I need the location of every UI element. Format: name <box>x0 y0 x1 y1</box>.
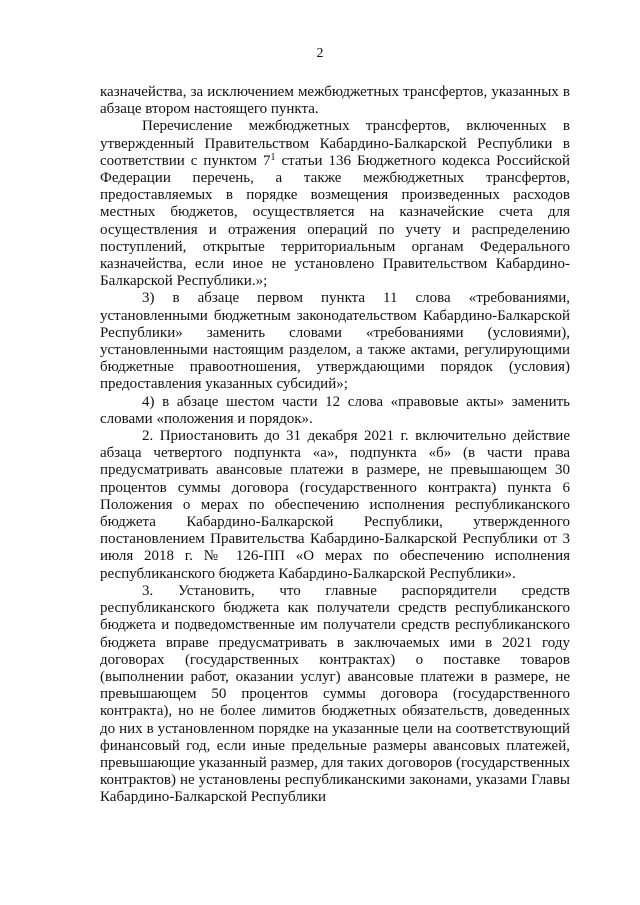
page-number: 2 <box>316 46 324 61</box>
paragraph-transfers-text-start: Перечисление межбюджетных трансфертов, включенных в утвержденный Правительством Кабардино-Балкарской Республики в соответствии с пунктом 7 <box>100 118 570 169</box>
paragraph-section-2: 2. Приостановить до 31 декабря 2021 г. включительно действие абзаца четвертого подпункта «а», подпункта «б» (в части права предусматривать авансовые платежи в размере, не превышающем 30 процентов суммы договора (государственного контракта) пункта 6 Положения о мерах по обеспечению исполнения республиканского бюджета Кабардино-Балкарской Республики, утвержденного постановлением Правительства Кабардино-Балкарской Республики от 3 июля 2018 г. № 126-ПП «О мерах по обеспечению исполнения республиканского бюджета Кабардино-Балкарской Республики». <box>100 428 570 582</box>
paragraph-section-3: 3. Установить, что главные распорядители средств республиканского бюджета как получатели средств республиканского бюджета и подведомственные им получатели средств республиканского бюджета вправе предусматривать в заключаемых ими в 2021 году договорах (государственных контрактах) о поставке товаров (выполнении работ, оказании услуг) авансовые платежи в размере, не превышающем 50 процентов суммы договора (государственного контракта), но не более лимитов бюджетных обязательств, доведенных до них в установленном порядке на указанные цели на соответствующий финансовый год, если иные предельные размеры авансовых платежей, превышающие указанный размер, для таких договоров (государственных контрактов) не установлены республиканскими законами, указами Главы Кабардино-Балкарской Республики <box>100 582 570 806</box>
superscript-index: 1 <box>270 151 276 163</box>
paragraph-transfers-text-end: статьи 136 Бюджетного кодекса Российской Федерации перечень, а также межбюджетных трансфертов, предоставляемых в порядке возмещения произведенных расходов местных бюджетов, осуществляется на казначейские счета для осуществления и отражения операций по учету и распределению поступлений, открытые территориальным органам Федерального казначейства, если иное не установлено Правительством Кабардино-Балкарской Республики.»; <box>100 152 571 290</box>
paragraph-item-4: 4) в абзаце шестом части 12 слова «правовые акты» заменить словами «положения и порядок». <box>100 393 570 427</box>
paragraph-continuation: казначейства, за исключением межбюджетных трансфертов, указанных в абзаце втором настоящего пункта. <box>100 84 570 118</box>
paragraph-item-3: 3) в абзаце первом пункта 11 слова «требованиями, установленными бюджетным законодательством Кабардино-Балкарской Республики» заменить словами «требованиями (условиями), установленными настоящим разделом, а также актами, регулирующими бюджетные правоотношения, утверждающими порядок (условия) предоставления указанных субсидий»; <box>100 290 570 393</box>
document-body <box>100 84 570 807</box>
paragraph-transfers <box>100 118 570 290</box>
